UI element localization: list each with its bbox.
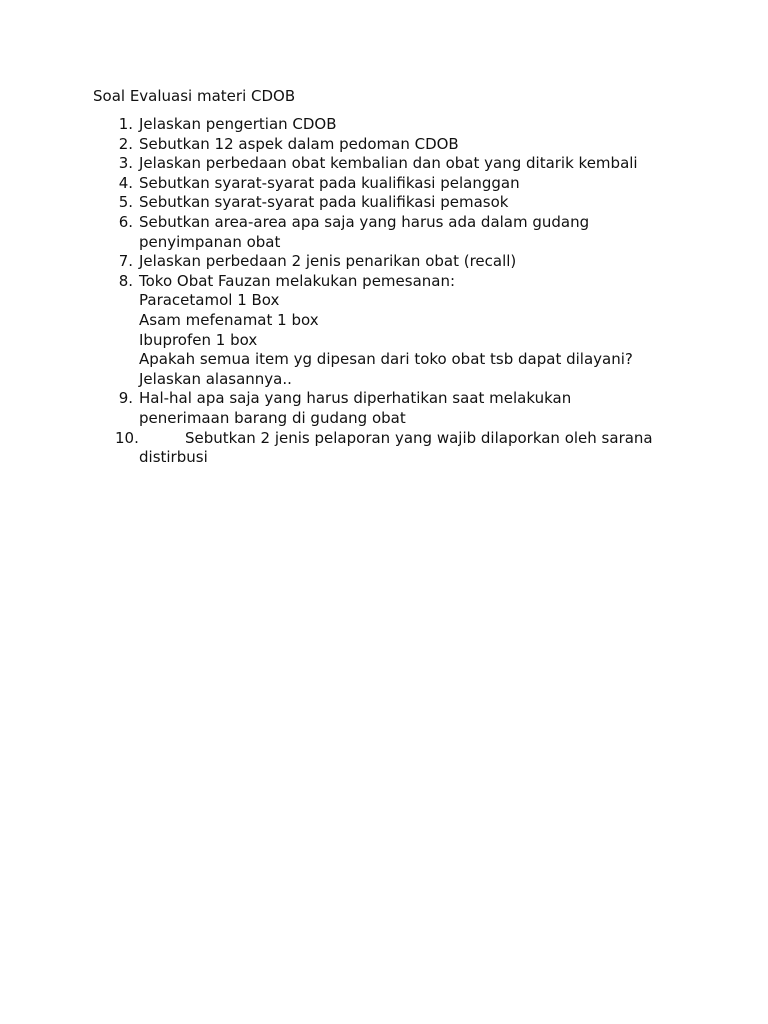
question-list (93, 115, 693, 468)
question-text-continued: Apakah semua item yg dipesan dari toko obat tsb dapat dilayani? (139, 350, 633, 369)
question-text-continued: penyimpanan obat (139, 232, 281, 251)
question-text: Toko Obat Fauzan melakukan pemesanan: (139, 271, 456, 290)
question-number: 1. (118, 115, 133, 133)
question-text: Sebutkan syarat-syarat pada kualifikasi pemasok (139, 193, 509, 212)
question-number: 2. (118, 134, 133, 153)
question-number: 9. (118, 389, 133, 408)
question-number: 7. (118, 252, 133, 271)
question-text-continued: distirbusi (139, 448, 208, 467)
question-text-continued: penerimaan barang di gudang obat (139, 408, 406, 427)
question-text: Jelaskan perbedaan obat kembalian dan obat yang ditarik kembali (139, 154, 638, 173)
question-text: Hal-hal apa saja yang harus diperhatikan saat melakukan (139, 389, 572, 408)
list-item (93, 154, 693, 174)
list-item (93, 272, 693, 390)
list-item (93, 252, 693, 272)
question-number: 10. (115, 428, 139, 447)
question-number: 5. (118, 193, 133, 212)
question-number: 6. (118, 212, 133, 231)
question-text-body: Sebutkan 2 jenis pelaporan yang wajib dilaporkan oleh sarana (185, 428, 653, 447)
list-item (93, 115, 693, 135)
question-text (139, 429, 693, 449)
question-number: 4. (118, 173, 133, 192)
question-text-continued: Jelaskan alasannya.. (139, 369, 292, 388)
question-text: Sebutkan area-area apa saja yang harus ada dalam gudang (139, 212, 590, 231)
list-item (93, 389, 693, 428)
question-text: Sebutkan syarat-syarat pada kualifikasi pelanggan (139, 173, 520, 192)
list-item (93, 135, 693, 155)
question-text: Jelaskan perbedaan 2 jenis penarikan obat (recall) (139, 252, 517, 271)
document-title: Soal Evaluasi materi CDOB (93, 87, 296, 105)
question-text: Sebutkan 12 aspek dalam pedoman CDOB (139, 134, 459, 153)
order-item-paracetamol: Paracetamol 1 Box (139, 291, 280, 310)
list-item (93, 213, 693, 252)
order-item-asam-mefenamat: Asam mefenamat 1 box (139, 310, 319, 329)
question-number: 3. (118, 154, 133, 173)
question-number: 8. (118, 271, 133, 290)
order-item-ibuprofen: Ibuprofen 1 box (139, 330, 258, 349)
list-item (93, 429, 693, 468)
list-item (93, 174, 693, 194)
list-item (93, 193, 693, 213)
question-text: Jelaskan pengertian CDOB (139, 115, 337, 133)
